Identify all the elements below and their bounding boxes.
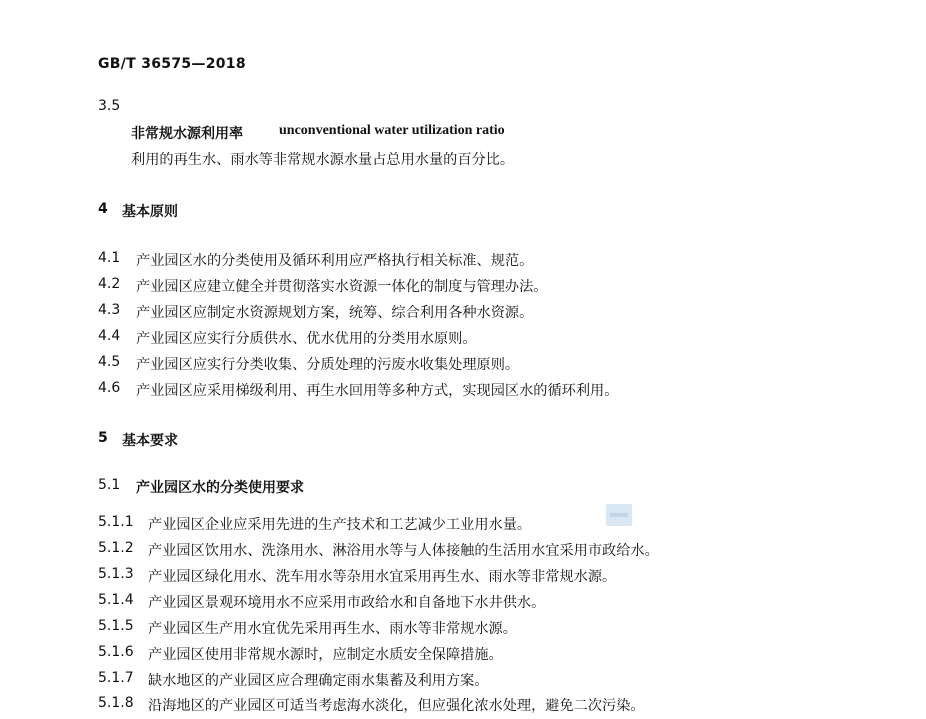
clause-number: 4.3	[98, 302, 121, 318]
clause-text: 产业园区使用非常规水源时，应制定水质安全保障措施。	[148, 647, 503, 663]
clause-text: 产业园区应采用梯级利用、再生水回用等多种方式，实现园区水的循环利用。	[136, 383, 619, 399]
clause-number: 5.1.5	[98, 618, 134, 634]
clause-number: 5.1.1	[98, 514, 134, 530]
clause-text: 产业园区应实行分类收集、分质处理的污废水收集处理原则。	[136, 357, 520, 373]
clause-number: 5.1.4	[98, 592, 134, 608]
section-number: 5	[98, 430, 108, 446]
clause-number: 4.4	[98, 328, 121, 344]
clause-text: 产业园区生产用水宜优先采用再生水、雨水等非常规水源。	[148, 621, 517, 637]
clause-number: 4.6	[98, 380, 121, 396]
clause-text: 产业园区景观环境用水不应采用市政给水和自备地下水井供水。	[148, 595, 546, 611]
term-english: unconventional water utilization ratio	[279, 123, 505, 138]
clause-text: 产业园区应制定水资源规划方案，统筹、综合利用各种水资源。	[136, 305, 534, 321]
clause-number: 5.1.2	[98, 540, 134, 556]
clause-number: 5.1.6	[98, 644, 134, 660]
clause-text: 产业园区企业应采用先进的生产技术和工艺减少工业用水量。	[148, 517, 532, 533]
subsection-number: 5.1	[98, 477, 121, 493]
clause-number: 4.5	[98, 354, 121, 370]
clause-text: 产业园区饮用水、洗涤用水、淋浴用水等与人体接触的生活用水宜采用市政给水。	[148, 543, 659, 559]
term-definition: 利用的再生水、雨水等非常规水源水量占总用水量的百分比。	[131, 152, 515, 168]
clause-text: 产业园区应实行分质供水、优水优用的分类用水原则。	[136, 331, 477, 347]
clause-number: 5.1.7	[98, 670, 134, 686]
clause-number: 4.2	[98, 276, 121, 292]
section-title: 基本原则	[122, 204, 178, 220]
clause-text: 沿海地区的产业园区可适当考虑海水淡化，但应强化浓水处理，避免二次污染。	[148, 698, 645, 714]
clause-text: 产业园区应建立健全并贯彻落实水资源一体化的制度与管理办法。	[136, 279, 548, 295]
clause-number: 3.5	[98, 98, 121, 114]
clause-text: 产业园区水的分类使用及循环利用应严格执行相关标准、规范。	[136, 253, 534, 269]
section-number: 4	[98, 201, 108, 217]
clause-number: 5.1.3	[98, 566, 134, 582]
clause-text: 产业园区绿化用水、洗车用水等杂用水宜采用再生水、雨水等非常规水源。	[148, 569, 617, 585]
watermark-stamp-icon	[606, 504, 632, 526]
standard-id: GB/T 36575—2018	[98, 56, 246, 72]
term-chinese: 非常规水源利用率	[131, 126, 243, 142]
clause-number: 5.1.8	[98, 695, 134, 711]
subsection-title: 产业园区水的分类使用要求	[136, 480, 304, 496]
section-title: 基本要求	[122, 433, 178, 449]
clause-text: 缺水地区的产业园区应合理确定雨水集蓄及利用方案。	[148, 673, 489, 689]
clause-number: 4.1	[98, 250, 121, 266]
